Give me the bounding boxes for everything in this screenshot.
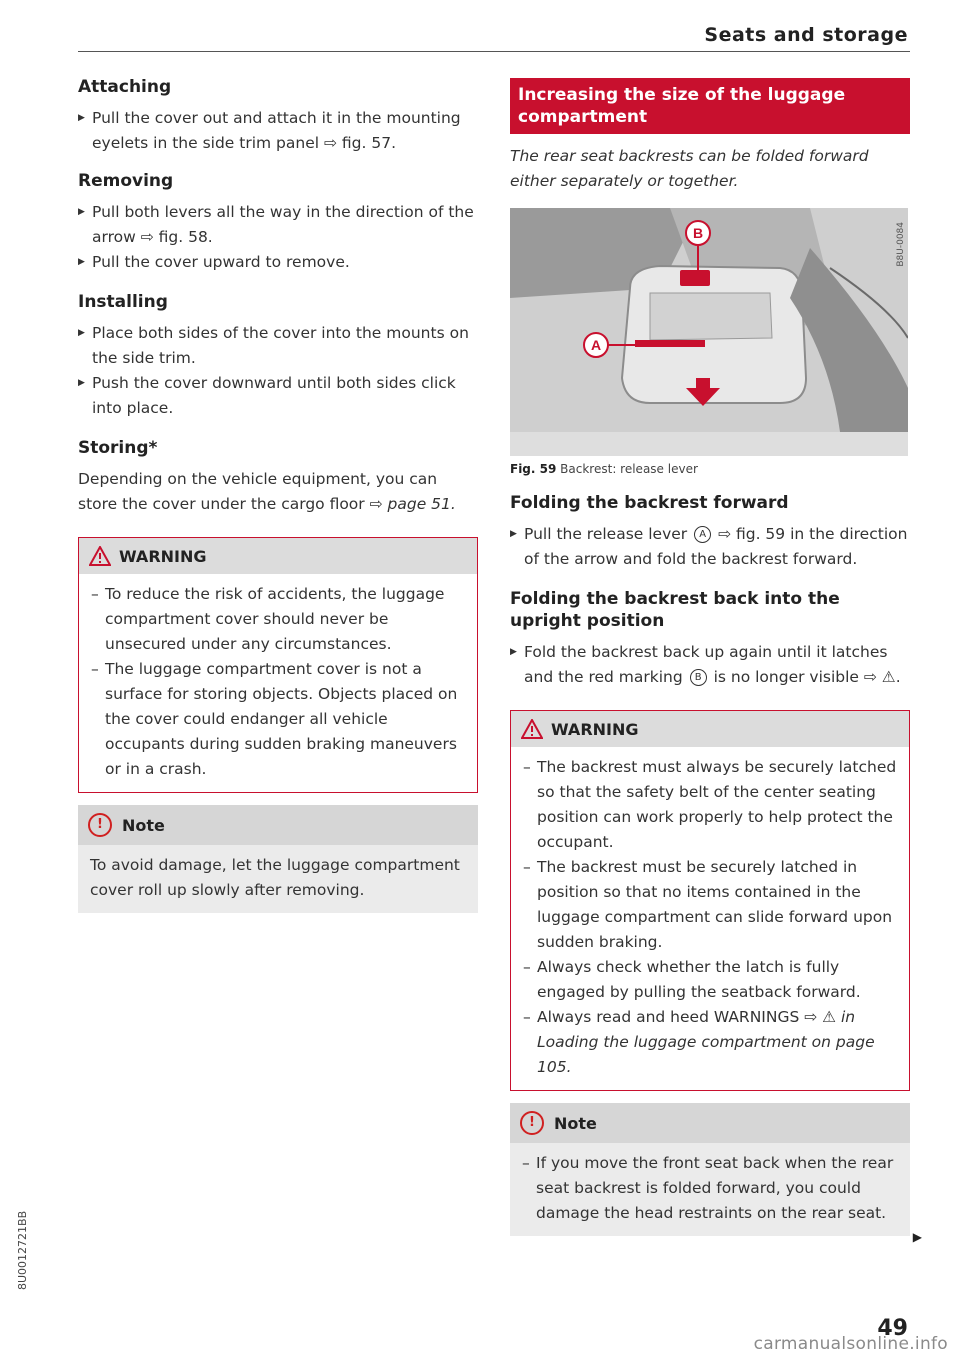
heading-folding-back: Folding the backrest back into the upright position [510, 589, 840, 631]
warning-triangle-icon [89, 546, 111, 566]
warning-item: – The backrest must be securely latched in position so that no items contained in the luggage compartment can slide forward upon sudden braking. [523, 855, 897, 955]
section-banner: Increasing the size of the luggage compartment [510, 78, 910, 134]
note-box-left [78, 805, 478, 913]
marker-a: A [694, 526, 711, 543]
note-body [510, 1143, 910, 1236]
caption-number: Fig. 59 [510, 462, 557, 476]
step-fold-back-post: is no longer visible ⇨ ⚠. [713, 668, 901, 686]
figure-caption [510, 456, 910, 476]
warning-box-right [510, 710, 910, 1091]
warning-last-pre: Always read and heed WARNINGS ⇨ ⚠ [537, 1008, 837, 1026]
warning-item: – The backrest must always be securely latched so that the safety belt of the center seating position can work properly to help protect the occupant. [523, 755, 897, 855]
step-fold-back-pre: Fold the backrest back up again until it latches and the red marking [524, 643, 888, 686]
warning-body [79, 574, 477, 792]
note-title: Note [554, 1113, 597, 1133]
step-install-1: ▶ Place both sides of the cover into the mounts on the side trim. [78, 321, 478, 371]
heading-attaching: Attaching [78, 77, 172, 97]
note-text: To avoid damage, let the luggage compartment cover roll up slowly after removing. [90, 856, 460, 899]
step-remove-2: ▶ Pull the cover upward to remove. [78, 250, 478, 275]
warning-item: – The luggage compartment cover is not a surface for storing objects. Objects placed on the cover could endanger all vehicle occupants during sudden braking maneuvers or in a crash. [91, 657, 465, 782]
step-attach-1: ▶ Pull the cover out and attach it in the mounting eyelets in the side trim panel ⇨ fig. 57. [78, 106, 478, 156]
note-info-icon: ! [88, 813, 112, 837]
note-header [78, 805, 478, 845]
note-body [78, 845, 478, 913]
warning-box-left [78, 537, 478, 793]
heading-installing: Installing [78, 292, 168, 312]
step-fold-forward-post: ⇨ fig. 59 in the direction of the arrow and fold the backrest forward. [524, 525, 908, 568]
warning-title: WARNING [551, 719, 639, 739]
section-intro: The rear seat backrests can be folded forward either separately or together. [510, 147, 869, 190]
continue-arrow-icon: ▶ [912, 1230, 922, 1244]
step-remove-1: ▶ Pull both levers all the way in the direction of the arrow ⇨ fig. 58. [78, 200, 478, 250]
figure-59 [510, 208, 908, 456]
note-box-right [510, 1103, 910, 1236]
note-item: – If you move the front seat back when the rear seat backrest is folded forward, you could damage the head restraints on the rear seat. [522, 1151, 898, 1226]
left-column [78, 60, 478, 913]
step-fold-forward [510, 522, 910, 572]
warning-body [511, 747, 909, 1090]
heading-folding-forward: Folding the backrest forward [510, 493, 789, 513]
warning-item: – Always check whether the latch is fully engaged by pulling the seatback forward. [523, 955, 897, 1005]
note-title: Note [122, 815, 165, 835]
step-fold-back [510, 640, 910, 690]
running-header: Seats and storage [704, 24, 908, 46]
header-rule [78, 51, 910, 52]
step-install-2: ▶ Push the cover downward until both sides click into place. [78, 371, 478, 421]
watermark: carmanualsonline.info [753, 1334, 948, 1354]
figure-code: B8U-0084 [896, 222, 906, 267]
heading-storing: Storing* [78, 438, 158, 458]
backrest-illustration [510, 208, 908, 432]
note-header [510, 1103, 910, 1143]
caption-text: Backrest: release lever [560, 462, 698, 476]
page-number: 49 [877, 1316, 908, 1341]
warning-title: WARNING [119, 546, 207, 566]
storing-body: Depending on the vehicle equipment, you can store the cover under the cargo floor [78, 470, 438, 513]
storing-text [78, 467, 478, 517]
warning-item: – To reduce the risk of accidents, the luggage compartment cover should never be unsecured under any circumstances. [91, 582, 465, 657]
heading-removing: Removing [78, 171, 174, 191]
warning-triangle-icon [521, 719, 543, 739]
storing-page-link[interactable]: ⇨ page 51. [369, 495, 456, 513]
side-doc-code: 8U0012721BB [16, 1210, 29, 1290]
warning-header [79, 538, 477, 574]
note-info-icon: ! [520, 1111, 544, 1135]
marker-b: B [690, 669, 707, 686]
warning-last-link[interactable]: in Loading the luggage compartment on page 105. [537, 1008, 875, 1076]
step-fold-forward-pre: Pull the release lever [524, 525, 688, 543]
warning-header [511, 711, 909, 747]
right-column [510, 60, 910, 1236]
figure-label-a: A [590, 337, 602, 353]
figure-label-b: B [692, 225, 704, 241]
warning-item [523, 1005, 897, 1080]
